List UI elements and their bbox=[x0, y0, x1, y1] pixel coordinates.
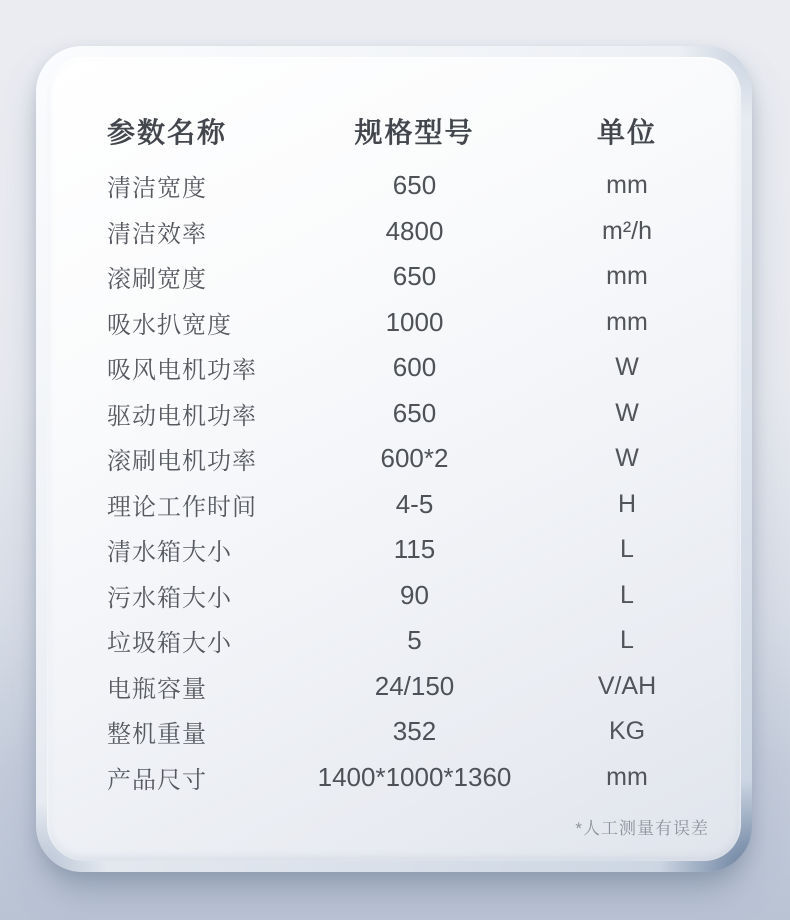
param-name: 整机重量 bbox=[107, 721, 207, 749]
table-row bbox=[107, 755, 741, 801]
param-name: 污水箱大小 bbox=[107, 584, 232, 612]
table-row bbox=[107, 618, 741, 664]
table-row bbox=[107, 300, 741, 346]
param-name: 垃圾箱大小 bbox=[107, 630, 232, 658]
param-name: 驱动电机功率 bbox=[107, 402, 257, 430]
param-value: 352 bbox=[392, 716, 437, 747]
header-spec-model: 规格型号 bbox=[354, 117, 475, 148]
param-unit: mm bbox=[606, 762, 648, 791]
param-value: 24/150 bbox=[374, 670, 455, 701]
header-param-name: 参数名称 bbox=[107, 117, 228, 148]
param-unit: W bbox=[615, 353, 639, 382]
table-row bbox=[107, 664, 741, 710]
param-name: 清洁宽度 bbox=[107, 175, 207, 203]
param-name: 清洁效率 bbox=[107, 220, 207, 248]
param-name: 清水箱大小 bbox=[107, 539, 232, 567]
param-unit: H bbox=[617, 489, 637, 518]
param-unit: V/AH bbox=[597, 671, 657, 700]
param-value: 4800 bbox=[385, 215, 444, 246]
table-row bbox=[107, 391, 741, 437]
table-row bbox=[107, 573, 741, 619]
param-unit: W bbox=[615, 444, 639, 473]
glass-panel bbox=[36, 46, 752, 872]
param-value: 650 bbox=[392, 397, 437, 428]
param-name: 电瓶容量 bbox=[107, 675, 207, 703]
param-name: 产品尺寸 bbox=[107, 766, 207, 794]
param-name: 滚刷电机功率 bbox=[107, 448, 257, 476]
param-value: 4-5 bbox=[395, 488, 434, 519]
table-row bbox=[107, 163, 741, 209]
param-value: 5 bbox=[407, 625, 422, 656]
param-unit: KG bbox=[608, 717, 646, 746]
param-unit: L bbox=[620, 626, 634, 655]
table-row bbox=[107, 345, 741, 391]
param-value: 90 bbox=[400, 579, 429, 610]
param-unit: L bbox=[620, 535, 634, 564]
header-unit: 单位 bbox=[596, 117, 657, 148]
table-row bbox=[107, 254, 741, 300]
param-value: 600*2 bbox=[380, 443, 449, 474]
param-value: 1400*1000*1360 bbox=[317, 761, 512, 792]
param-value: 650 bbox=[392, 170, 437, 201]
table-row bbox=[107, 482, 741, 528]
param-unit: W bbox=[615, 398, 639, 427]
param-unit: m²/h bbox=[602, 216, 652, 245]
param-name: 理论工作时间 bbox=[107, 493, 257, 521]
param-value: 115 bbox=[393, 534, 436, 565]
param-value: 600 bbox=[392, 352, 437, 383]
param-name: 吸风电机功率 bbox=[107, 357, 257, 385]
table-row bbox=[107, 709, 741, 755]
table-header-row bbox=[107, 111, 741, 147]
table-row bbox=[107, 527, 741, 573]
param-name: 滚刷宽度 bbox=[107, 266, 207, 294]
param-value: 650 bbox=[392, 261, 437, 292]
param-unit: mm bbox=[606, 171, 648, 200]
panel-face bbox=[47, 57, 741, 861]
spec-table bbox=[47, 57, 741, 839]
measurement-disclaimer: *人工测量有误差 bbox=[575, 819, 709, 838]
param-name: 吸水扒宽度 bbox=[107, 311, 232, 339]
table-row bbox=[107, 436, 741, 482]
param-unit: L bbox=[620, 580, 634, 609]
param-value: 1000 bbox=[385, 306, 444, 337]
param-unit: mm bbox=[606, 307, 648, 336]
table-row bbox=[107, 209, 741, 255]
param-unit: mm bbox=[606, 262, 648, 291]
